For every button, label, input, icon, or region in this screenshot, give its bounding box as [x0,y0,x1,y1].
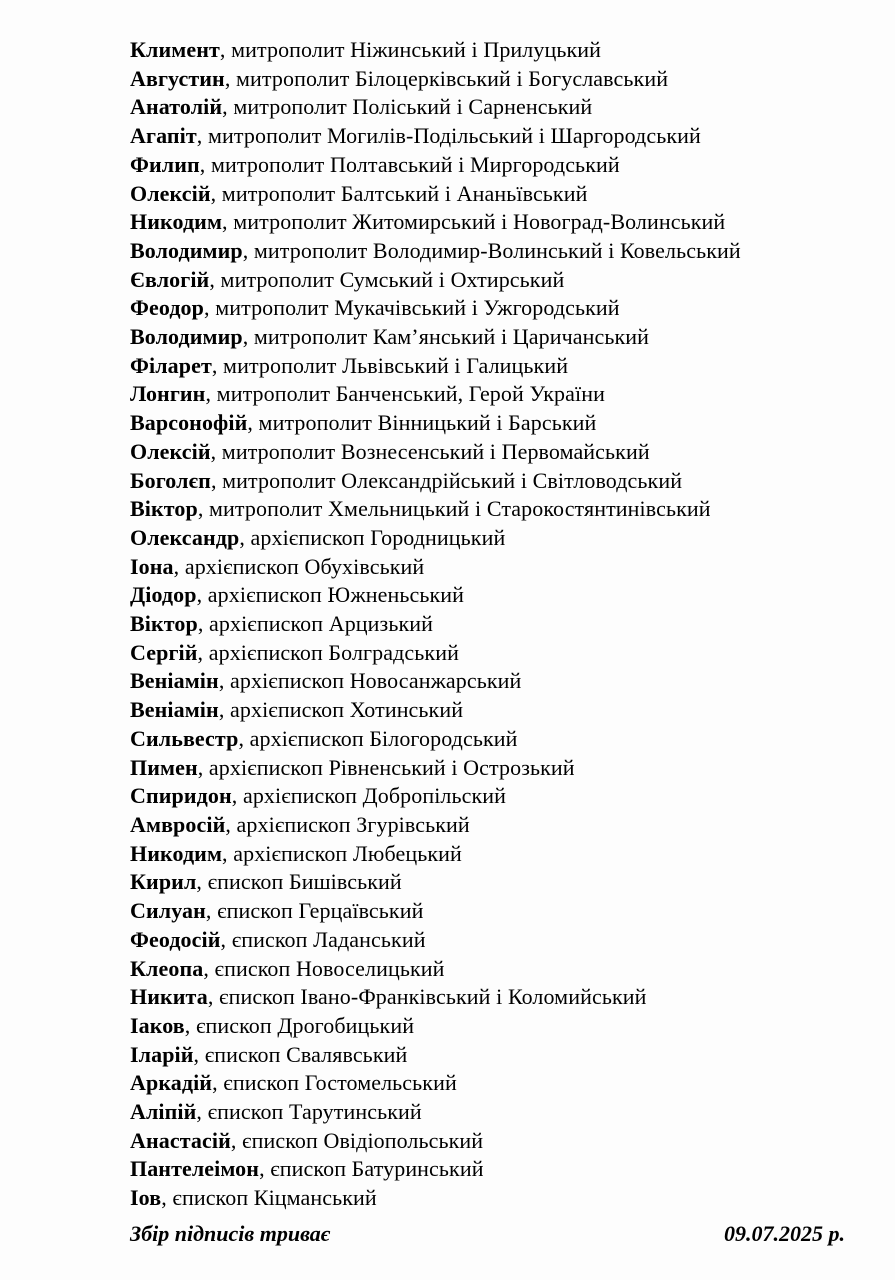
bishop-title: , єпископ Герцаївський [205,898,424,924]
bishop-title: , архієпископ Обухівський [173,553,425,579]
bishop-title: , єпископ Новоселицький [203,955,445,981]
bishop-name: Пимен [130,754,198,780]
list-item [130,208,845,237]
list-item [130,1012,845,1041]
bishop-title: , митрополит Мукачівський і Ужгородський [204,295,620,321]
list-item [130,151,845,180]
bishop-title: , єпископ Кіцманський [161,1185,377,1211]
bishop-name: Іларій [130,1041,194,1067]
bishop-name: Володимир [130,237,243,263]
bishop-title: , митрополит Білоцерківський і Богуславський [224,65,669,91]
bishop-title: , єпископ Тарутинський [196,1099,422,1125]
bishop-title: , єпископ Свалявський [193,1041,408,1067]
bishop-name: Віктор [130,611,198,637]
bishop-name: Володимир [130,324,243,350]
bishop-title: , єпископ Гостомельський [212,1070,457,1096]
bishop-title: , митрополит Житомирський і Новоград-Волинський [222,209,726,235]
list-item [130,696,845,725]
bishop-title: , митрополит Поліський і Сарненський [222,94,593,120]
list-item [130,36,845,65]
bishop-name: Олександр [130,524,240,550]
bishop-title: , архієпископ Хотинський [218,697,464,723]
list-item [130,610,845,639]
bishop-name: Веніамін [130,697,219,723]
bishop-name: Іов [130,1185,162,1211]
bishop-name: Іаков [130,1012,185,1038]
list-item [130,553,845,582]
bishop-title: , архієпископ Згурівський [225,811,470,837]
bishop-name: Спиридон [130,783,232,809]
bishop-title: , митрополит Кам’янський і Царичанський [242,324,650,350]
bishop-name: Никодим [130,840,223,866]
bishop-title: , єпископ Івано-Франківський і Коломийський [207,984,647,1010]
bishop-name: Віктор [130,496,198,522]
bishop-title: , єпископ Овідіопольський [230,1127,484,1153]
bishop-name: Олексій [130,180,211,206]
list-item [130,237,845,266]
signatories-list [130,36,845,1213]
bishop-name: Анастасій [130,1127,231,1153]
bishop-name: Амвросій [130,811,226,837]
list-item [130,180,845,209]
bishop-name: Аліпій [130,1099,197,1125]
bishop-name: Пантелеімон [130,1156,260,1182]
bishop-title: , митрополит Балтський і Ананьївський [210,180,588,206]
list-item [130,266,845,295]
bishop-title: , єпископ Батуринський [259,1156,484,1182]
bishop-title: , митрополит Сумський і Охтирський [209,266,565,292]
bishop-name: Євлогій [130,266,210,292]
bishop-title: , архієпископ Добропільский [231,783,507,809]
bishop-title: , митрополит Олександрійський і Світловодський [210,467,683,493]
list-item [130,1069,845,1098]
bishop-title: , митрополит Вінницький і Барський [247,410,597,436]
bishop-title: , митрополит Львівський і Галицький [211,352,569,378]
list-item [130,1155,845,1184]
list-item [130,467,845,496]
bishop-title: , митрополит Полтавський і Миргородський [199,151,620,177]
list-item [130,409,845,438]
bishop-name: Олексій [130,438,211,464]
bishop-title: , митрополит Ніжинський і Прилуцький [219,37,602,62]
bishop-name: Філарет [130,352,212,378]
bishop-name: Силуан [130,898,206,924]
list-item [130,1127,845,1156]
bishop-title: , митрополит Могилів-Подільський і Шаргородський [196,123,701,149]
bishop-name: Клеопа [130,955,204,981]
list-item [130,1098,845,1127]
bishop-name: Іона [130,553,174,579]
bishop-name: Филип [130,151,200,177]
bishop-name: Варсонофій [130,410,248,436]
bishop-name: Никита [130,984,208,1010]
bishop-name: Августин [130,65,225,91]
bishop-name: Агапіт [130,123,197,149]
list-item [130,725,845,754]
bishop-title: , єпископ Ладанський [220,926,426,952]
bishop-title: , архієпископ Болградський [197,639,459,665]
bishop-title: , архієпископ Новосанжарський [218,668,522,694]
bishop-name: Никодим [130,209,223,235]
list-item [130,438,845,467]
list-item [130,65,845,94]
bishop-name: Феодор [130,295,204,321]
bishop-title: , архієпископ Арцизький [197,611,433,637]
list-item [130,294,845,323]
bishop-name: Боголєп [130,467,211,493]
list-item [130,955,845,984]
list-item [130,323,845,352]
list-item [130,897,845,926]
bishop-name: Феодосій [130,926,221,952]
bishop-title: , архієпископ Городницький [239,524,506,550]
list-item [130,581,845,610]
list-item [130,926,845,955]
list-item [130,754,845,783]
list-item [130,983,845,1012]
list-item [130,782,845,811]
document-footer [130,1220,845,1249]
signature-status: Збір підписів триває [130,1220,330,1246]
list-item [130,811,845,840]
bishop-name: Климент [130,37,220,62]
bishop-title: , митрополит Хмельницький і Старокостянтинівський [197,496,711,522]
list-item [130,93,845,122]
bishop-name: Анатолій [130,94,223,120]
document-date: 09.07.2025 р. [724,1220,845,1246]
bishop-title: , архієпископ Любецький [222,840,462,866]
bishop-name: Діодор [130,582,197,608]
bishop-name: Лонгин [130,381,206,407]
list-item [130,352,845,381]
list-item [130,840,845,869]
bishop-title: , архієпископ Южненьський [196,582,465,608]
bishop-title: , архієпископ Рівненський і Острозький [197,754,575,780]
bishop-title: , митрополит Банченський, Герой України [205,381,605,407]
list-item [130,524,845,553]
bishop-name: Кирил [130,869,197,895]
bishop-title: , єпископ Дрогобицький [184,1012,415,1038]
list-item [130,639,845,668]
bishop-title: , митрополит Володимир-Волинський і Ковельський [242,237,741,263]
list-item [130,667,845,696]
list-item [130,1041,845,1070]
bishop-title: , єпископ Бишівський [196,869,402,895]
bishop-name: Веніамін [130,668,219,694]
list-item [130,122,845,151]
list-item [130,1184,845,1213]
list-item [130,868,845,897]
bishop-name: Сергій [130,639,198,665]
bishop-title: , митрополит Вознесенський і Первомайський [210,438,650,464]
list-item [130,495,845,524]
bishop-name: Сильвестр [130,725,239,751]
list-item [130,380,845,409]
bishop-title: , архієпископ Білогородський [238,725,518,751]
bishop-name: Аркадій [130,1070,213,1096]
